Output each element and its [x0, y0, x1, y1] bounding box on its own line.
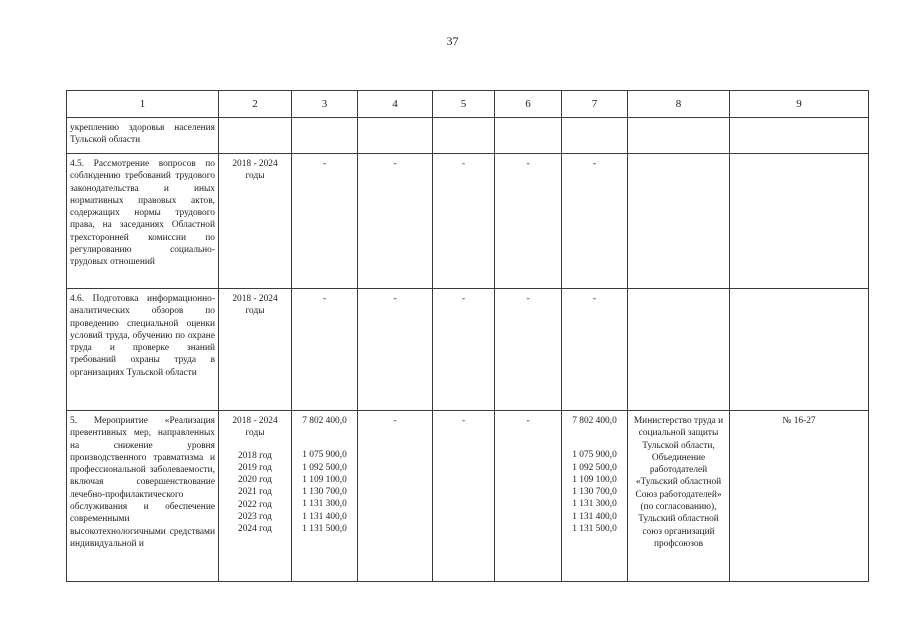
year-label: 2020 год — [238, 475, 272, 486]
amount-value: 1 130 700,0 — [302, 487, 347, 498]
amount-value: 1 131 300,0 — [302, 499, 347, 510]
year-label: 2018 год — [238, 450, 272, 461]
table-cell-amount — [292, 411, 358, 582]
year-label: 2023 год — [238, 512, 272, 523]
table-cell — [730, 118, 869, 154]
year-label: 2019 год — [238, 462, 272, 473]
table-cell — [292, 118, 358, 154]
column-header: 8 — [628, 91, 730, 118]
table-cell: - — [292, 289, 358, 411]
table-cell: - — [358, 289, 433, 411]
table-cell — [628, 118, 730, 154]
table-cell: - — [433, 154, 495, 289]
amount-value: 1 131 300,0 — [572, 499, 617, 510]
column-header: 2 — [219, 91, 292, 118]
amount-value: 1 130 700,0 — [572, 487, 617, 498]
table-cell: - — [562, 154, 628, 289]
table-cell — [628, 289, 730, 411]
year-label: 2022 год — [238, 499, 272, 510]
amount-value: 1 131 500,0 — [572, 524, 617, 535]
table-cell — [628, 154, 730, 289]
table-cell-indicators: № 16-27 — [730, 411, 869, 582]
table-cell-description: укреплению здоровья населения Тульской области — [67, 118, 219, 154]
table-row — [67, 118, 869, 154]
table-cell — [358, 118, 433, 154]
table-cell: - — [562, 289, 628, 411]
table-cell-description: 4.5. Рассмотрение вопросов по соблюдению требований трудового законодательства и иных нормативных правовых актов, содержащих нормы трудового права, на заседаниях Областной трехсторонней комиссии по регулированию социально-трудовых отношений — [67, 154, 219, 289]
period-total: 2018 - 2024 годы — [232, 416, 278, 439]
table-cell: - — [358, 411, 433, 582]
table-row — [67, 154, 869, 289]
page-number: 37 — [446, 34, 459, 48]
table-cell: - — [433, 411, 495, 582]
column-header: 3 — [292, 91, 358, 118]
amount-value: 1 092 500,0 — [302, 462, 347, 473]
amount-value: 1 092 500,0 — [572, 462, 617, 473]
column-header: 5 — [433, 91, 495, 118]
table-cell: - — [495, 289, 562, 411]
table-cell — [495, 118, 562, 154]
table-cell: - — [433, 289, 495, 411]
amount-value: 1 131 400,0 — [302, 511, 347, 522]
amount-total: 7 802 400,0 — [572, 416, 617, 426]
amount-value: 1 109 100,0 — [572, 474, 617, 485]
table-header-row — [67, 91, 869, 118]
table-cell: - — [495, 411, 562, 582]
table-cell-description: 5. Мероприятие «Реализация превентивных мер, направленных на снижение уровня производственного травматизма и профессиональной заболеваемости, включая совершенствование лечебно-профилактического обслуживания и обеспечение современными высокотехнологичными средствами индивидуальной и — [67, 411, 219, 582]
amount-value: 1 109 100,0 — [302, 474, 347, 485]
column-header: 6 — [495, 91, 562, 118]
column-header: 7 — [562, 91, 628, 118]
table-cell-executors: Министерство труда и социальной защиты Тульской области, Объединение работодателей «Тульский областной Союз работодателей» (по согласованию), Тульский областной союз организаций профсоюзов — [628, 411, 730, 582]
table-cell — [562, 118, 628, 154]
table-cell: - — [358, 154, 433, 289]
column-header: 1 — [67, 91, 219, 118]
table-row — [67, 289, 869, 411]
amount-total: 7 802 400,0 — [302, 416, 347, 426]
table-cell — [730, 289, 869, 411]
amount-value: 1 131 500,0 — [302, 524, 347, 535]
amount-value: 1 075 900,0 — [572, 450, 617, 461]
amount-value: 1 075 900,0 — [302, 450, 347, 461]
table-cell-description: 4.6. Подготовка информационно-аналитических обзоров по проведению специальной оценки условий труда, обучению по охране труда и проверке знаний требований охраны труда в организациях Тульской области — [67, 289, 219, 411]
table-cell: - — [495, 154, 562, 289]
table-cell — [219, 118, 292, 154]
year-label: 2021 год — [238, 487, 272, 498]
table-cell-amount — [562, 411, 628, 582]
program-table — [66, 90, 869, 582]
year-label: 2024 год — [238, 524, 272, 535]
table-cell: - — [292, 154, 358, 289]
table-cell — [433, 118, 495, 154]
column-header: 9 — [730, 91, 869, 118]
table-cell — [730, 154, 869, 289]
table-row — [67, 411, 869, 582]
table-cell-period: 2018 - 2024 годы — [219, 289, 292, 411]
amount-value: 1 131 400,0 — [572, 511, 617, 522]
table-cell-period — [219, 411, 292, 582]
column-header: 4 — [358, 91, 433, 118]
table-cell-period: 2018 - 2024 годы — [219, 154, 292, 289]
